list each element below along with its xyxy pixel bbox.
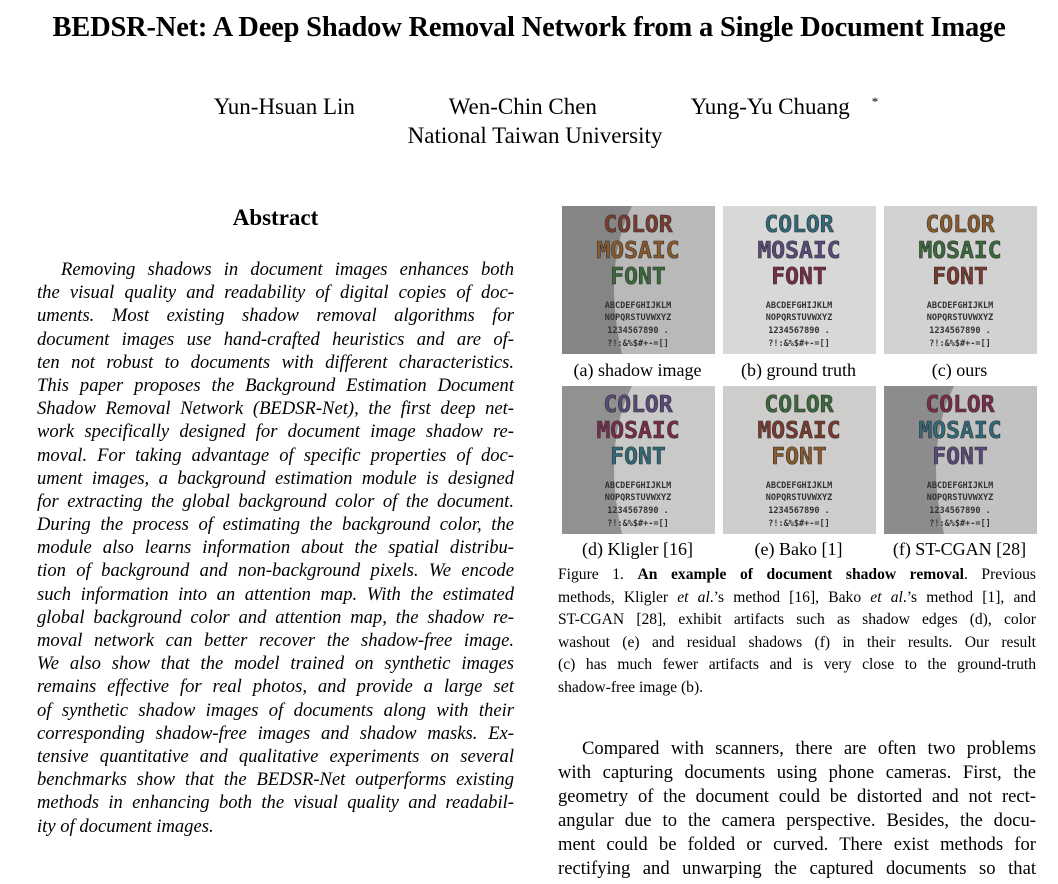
abstract-line: for extracting the global background color of the document. bbox=[37, 490, 514, 512]
abstract-line: remains effective for real photos, and provide a large set bbox=[37, 676, 514, 698]
panel-caption-e: (e) Bako [1] bbox=[754, 539, 843, 559]
image-word-3: FONT bbox=[771, 444, 827, 470]
image-alphabet-2: NOPQRSTUVWXYZ bbox=[604, 493, 672, 503]
author-list bbox=[0, 94, 1058, 120]
intro-line: Compared with scanners, there are often two problems bbox=[582, 738, 1036, 759]
caption-text: methods, Kligler bbox=[558, 588, 678, 606]
image-alphabet-2: NOPQRSTUVWXYZ bbox=[604, 313, 672, 323]
image-symbols: ?!:&%$#+-=[] bbox=[768, 339, 830, 349]
image-symbols: ?!:&%$#+-=[] bbox=[607, 339, 669, 349]
abstract-line: uments. Most existing shadow removal algorithms for bbox=[37, 305, 514, 327]
abstract-line: benchmarks show that the BEDSR-Net outperforms existing bbox=[37, 769, 514, 791]
author-2 bbox=[427, 94, 619, 120]
image-word-1: COLOR bbox=[603, 392, 673, 418]
image-word-2: MOSAIC bbox=[596, 418, 680, 444]
panel-caption-c: (c) ours bbox=[931, 360, 988, 380]
image-word-2: MOSAIC bbox=[596, 238, 680, 264]
abstract-line: corresponding shadow-free images and shadow masks. Ex- bbox=[37, 722, 514, 744]
image-symbols: ?!:&%$#+-=[] bbox=[929, 339, 991, 349]
panel-caption-d: (d) Kligler [16] bbox=[582, 539, 693, 559]
corresponding-author-mark: * bbox=[871, 94, 879, 109]
caption-text: ST-CGAN [28], exhibit artifacts such as shadow edges (d), color bbox=[558, 611, 1036, 629]
abstract-line: moval network can better recover the shadow-free image. bbox=[37, 630, 514, 651]
image-alphabet-1: ABCDEFGHIJKLM bbox=[926, 481, 994, 491]
intro-line: geometry of the document could be distorted and not rect- bbox=[558, 786, 1036, 807]
abstract-body bbox=[37, 258, 514, 838]
abstract-line: Shadow Removal Network (BEDSR-Net), the first deep net- bbox=[37, 398, 514, 420]
abstract-line: such information into an attention map. With the estimated bbox=[37, 583, 514, 605]
caption-text: . Previous bbox=[963, 566, 1036, 583]
image-alphabet-1: ABCDEFGHIJKLM bbox=[765, 481, 833, 491]
abstract-line: the visual quality and readability of digital copies of doc- bbox=[37, 282, 514, 304]
figure-caption bbox=[558, 564, 1036, 700]
caption-text: .’s method [16], Bako bbox=[709, 588, 871, 606]
affiliation: National Taiwan University bbox=[407, 123, 663, 148]
abstract-line: global background color and attention map, the shadow re- bbox=[37, 606, 514, 628]
figure-panel-e bbox=[723, 386, 876, 534]
image-digits: 1234567890 . bbox=[607, 506, 669, 516]
intro-line: ment could be folded or curved. There exist methods for bbox=[558, 834, 1036, 855]
image-alphabet-2: NOPQRSTUVWXYZ bbox=[926, 313, 994, 323]
abstract-line: of synthetic shadow images of documents along with their bbox=[37, 699, 514, 721]
abstract-line: document images use hand-crafted heuristics and are of- bbox=[37, 328, 514, 350]
figure-panel-d bbox=[562, 386, 715, 534]
image-word-3: FONT bbox=[610, 444, 666, 470]
abstract-line: ten not robust to documents with different characteristics. bbox=[37, 351, 514, 373]
caption-line bbox=[558, 609, 1036, 632]
abstract-line: ity of document images. bbox=[37, 815, 214, 837]
abstract-line: moval. For taking advantage of specific properties of doc- bbox=[37, 444, 514, 466]
image-word-3: FONT bbox=[610, 264, 666, 290]
image-alphabet-1: ABCDEFGHIJKLM bbox=[926, 301, 994, 311]
image-word-3: FONT bbox=[932, 444, 988, 470]
image-word-1: COLOR bbox=[925, 212, 995, 238]
panel-caption-b: (b) ground truth bbox=[741, 360, 856, 380]
image-word-1: COLOR bbox=[764, 212, 834, 238]
image-symbols: ?!:&%$#+-=[] bbox=[929, 519, 991, 529]
image-word-3: FONT bbox=[932, 264, 988, 290]
abstract-line: During the process of estimating the background color, the bbox=[37, 514, 514, 536]
image-word-2: MOSAIC bbox=[918, 418, 1002, 444]
figure-panel-b bbox=[723, 206, 876, 354]
paper-title: BEDSR-Net: A Deep Shadow Removal Network from a Single Document Image bbox=[52, 12, 1006, 43]
figure-panel-f bbox=[884, 386, 1037, 534]
author-3 bbox=[669, 94, 879, 120]
caption-line bbox=[558, 632, 1036, 655]
author-name: Yung-Yu Chuang bbox=[690, 94, 850, 119]
caption-text: (c) has much fewer artifacts and is very close to the ground-truth bbox=[558, 656, 1036, 674]
abstract-line: tensive quantitative and qualitative experiments on several bbox=[37, 745, 514, 767]
figure-panel-a bbox=[562, 206, 715, 354]
caption-line bbox=[558, 677, 1036, 700]
image-word-2: MOSAIC bbox=[918, 238, 1002, 264]
intro-line: angular due to the camera perspective. Besides, the docu- bbox=[558, 810, 1036, 831]
caption-text: An example of document shadow removal bbox=[637, 566, 964, 583]
image-word-1: COLOR bbox=[925, 392, 995, 418]
figure-panel-c bbox=[884, 206, 1037, 354]
abstract-line: module also learns information about the spatial distribu- bbox=[37, 537, 514, 559]
panel-caption-a: (a) shadow image bbox=[573, 360, 702, 380]
image-word-2: MOSAIC bbox=[757, 238, 841, 264]
abstract-line: Removing shadows in document images enhances both bbox=[61, 259, 514, 280]
image-digits: 1234567890 . bbox=[768, 506, 830, 516]
author-name: Yun-Hsuan Lin bbox=[213, 94, 355, 119]
author-name: Wen-Chin Chen bbox=[448, 94, 597, 119]
caption-text: shadow-free image (b). bbox=[558, 678, 704, 696]
image-alphabet-1: ABCDEFGHIJKLM bbox=[604, 301, 672, 311]
image-alphabet-1: ABCDEFGHIJKLM bbox=[765, 301, 833, 311]
caption-text: .’s method [1], and bbox=[902, 588, 1036, 606]
caption-text: et al bbox=[870, 588, 903, 606]
image-digits: 1234567890 . bbox=[929, 506, 991, 516]
image-digits: 1234567890 . bbox=[607, 326, 669, 336]
caption-line bbox=[558, 564, 1036, 587]
image-alphabet-2: NOPQRSTUVWXYZ bbox=[926, 493, 994, 503]
abstract-line: tion of background and non-background pixels. We encode bbox=[37, 560, 514, 582]
author-1 bbox=[192, 94, 377, 120]
image-digits: 1234567890 . bbox=[768, 326, 830, 336]
image-word-3: FONT bbox=[771, 264, 827, 290]
abstract-heading: Abstract bbox=[232, 205, 319, 230]
image-alphabet-2: NOPQRSTUVWXYZ bbox=[765, 313, 833, 323]
abstract-line: We also show that the model trained on synthetic images bbox=[37, 653, 514, 675]
image-symbols: ?!:&%$#+-=[] bbox=[607, 519, 669, 529]
caption-text: washout (e) and residual shadows (f) in their results. Our result bbox=[558, 633, 1036, 651]
intro-line: with capturing documents using phone cameras. First, the bbox=[558, 762, 1036, 783]
caption-line bbox=[558, 654, 1036, 677]
abstract-line: work specifically designed for document image shadow re- bbox=[37, 421, 514, 443]
abstract-line: This paper proposes the Background Estimation Document bbox=[37, 374, 514, 396]
image-word-1: COLOR bbox=[764, 392, 834, 418]
abstract-line: methods in enhancing both the visual quality and readabil- bbox=[37, 792, 514, 814]
image-digits: 1234567890 . bbox=[929, 326, 991, 336]
image-word-2: MOSAIC bbox=[757, 418, 841, 444]
caption-text: Figure 1. bbox=[558, 566, 638, 583]
intro-line: rectifying and unwarping the captured documents so that bbox=[558, 858, 1036, 879]
panel-caption-f: (f) ST-CGAN [28] bbox=[892, 539, 1027, 559]
intro-paragraph bbox=[558, 737, 1036, 881]
image-alphabet-1: ABCDEFGHIJKLM bbox=[604, 481, 672, 491]
image-word-1: COLOR bbox=[603, 212, 673, 238]
abstract-line: ument images, a background estimation module is designed bbox=[37, 467, 514, 489]
caption-line bbox=[558, 587, 1036, 610]
caption-text: et al bbox=[677, 588, 710, 606]
image-symbols: ?!:&%$#+-=[] bbox=[768, 519, 830, 529]
image-alphabet-2: NOPQRSTUVWXYZ bbox=[765, 493, 833, 503]
